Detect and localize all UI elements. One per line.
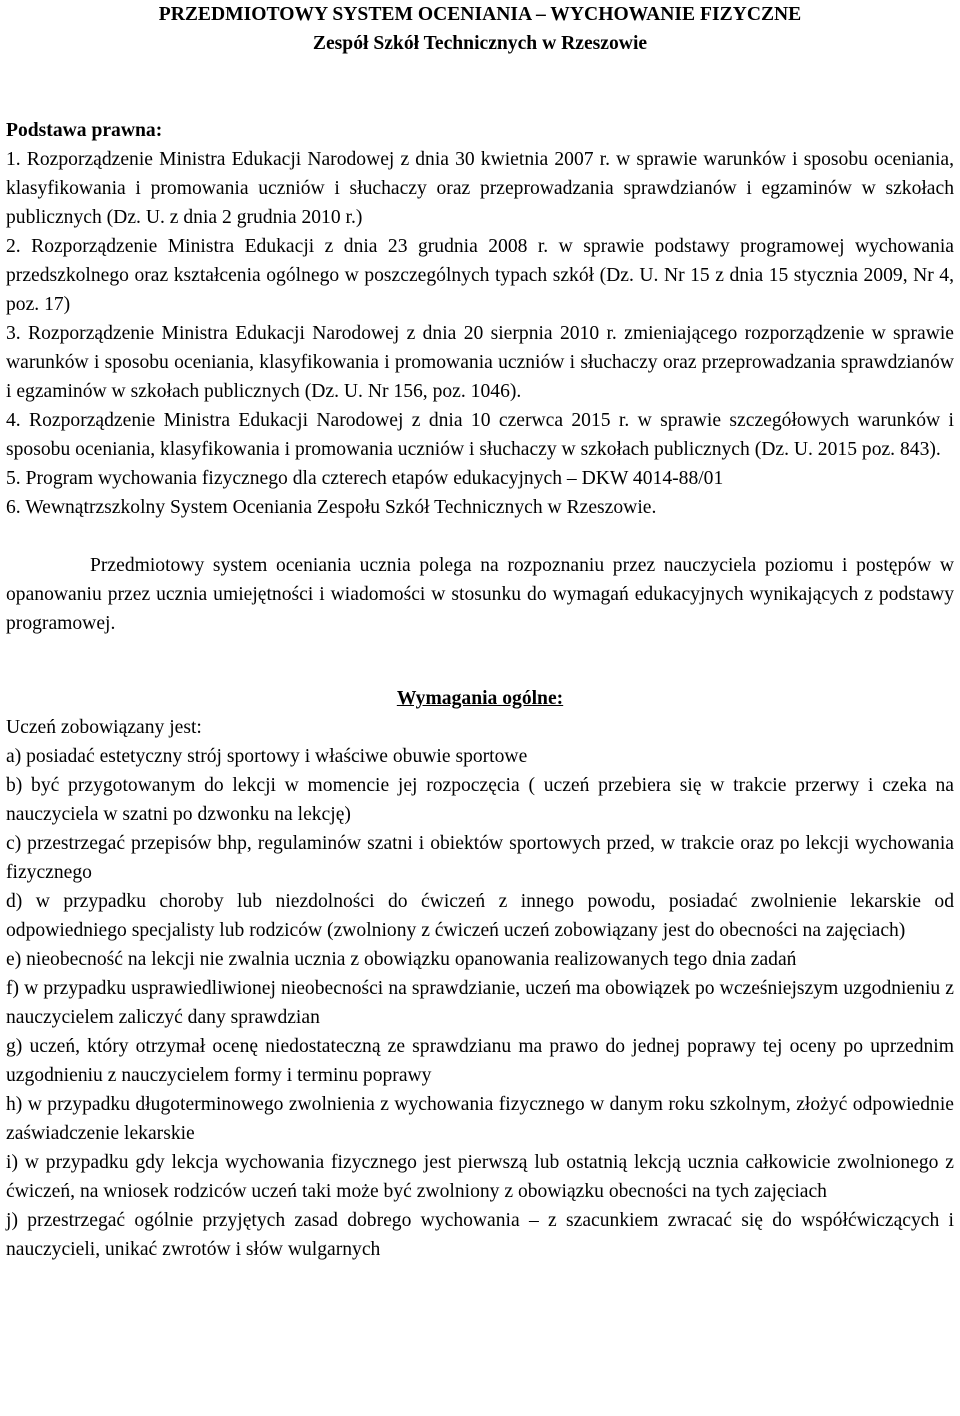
legal-basis-heading: Podstawa prawna:: [6, 120, 163, 141]
intro-paragraph: Przedmiotowy system oceniania ucznia polega na rozpoznaniu przez nauczyciela poziomu i postępów w opanowaniu przez ucznia umiejętności i wiadomości w stosunku do wymagań edukacyjnych wynikających z podstawy programowej.: [6, 555, 954, 634]
legal-basis-item: 6. Wewnątrzszkolny System Oceniania Zespołu Szkół Technicznych w Rzeszowie.: [6, 497, 657, 518]
requirement-item: i) w przypadku gdy lekcja wychowania fizycznego jest pierwszą lub ostatnią lekcją ucznia całkowicie zwolnionego z ćwiczeń, na wniosek rodziców uczeń taki może być zwolniony z obowiązku obecności na tych zajęciach: [6, 1152, 954, 1202]
document-page: [6, 0, 954, 1264]
school-name: Zespół Szkół Technicznych w Rzeszowie: [312, 33, 648, 54]
legal-basis-item: 4. Rozporządzenie Ministra Edukacji Narodowej z dnia 10 czerwca 2015 r. w sprawie szczegółowych warunków i sposobu oceniania, klasyfikowania i promowania uczniów i słuchaczy w szkołach publicznych (Dz. U. 2015 poz. 843).: [6, 410, 954, 460]
document-title: PRZEDMIOTOWY SYSTEM OCENIANIA – WYCHOWANIE FIZYCZNE: [158, 4, 802, 25]
requirement-item: e) nieobecność na lekcji nie zwalnia ucznia z obowiązku opanowania realizowanych tego dnia zadań: [6, 949, 797, 970]
requirement-item: j) przestrzegać ogólnie przyjętych zasad dobrego wychowania – z szacunkiem zwracać się do współćwiczących i nauczycieli, unikać zwrotów i słów wulgarnych: [6, 1210, 954, 1260]
requirement-item: d) w przypadku choroby lub niezdolności do ćwiczeń z innego powodu, posiadać zwolnienie lekarskie od odpowiedniego specjalisty lub rodziców (zwolniony z ćwiczeń uczeń zobowiązany jest do obecności na zajęciach): [6, 891, 954, 941]
requirement-item: c) przestrzegać przepisów bhp, regulaminów szatni i obiektów sportowych przed, w trakcie oraz po lekcji wychowania fizycznego: [6, 833, 954, 883]
requirement-item: f) w przypadku usprawiedliwionej nieobecności na sprawdzianie, uczeń ma obowiązek po wcześniejszym uzgodnieniu z nauczycielem zaliczyć dany sprawdzian: [6, 978, 954, 1028]
requirements-lead: Uczeń zobowiązany jest:: [6, 717, 202, 738]
legal-basis-item: 1. Rozporządzenie Ministra Edukacji Narodowej z dnia 30 kwietnia 2007 r. w sprawie warunków i sposobu oceniania, klasyfikowania i promowania uczniów i słuchaczy oraz przeprowadzania sprawdzianów i egzaminów w szkołach publicznych (Dz. U. z dnia 2 grudnia 2010 r.): [6, 149, 954, 228]
requirement-item: h) w przypadku długoterminowego zwolnienia z wychowania fizycznego w danym roku szkolnym, złożyć odpowiednie zaświadczenie lekarskie: [6, 1094, 954, 1144]
requirement-item: b) być przygotowanym do lekcji w momencie jej rozpoczęcia ( uczeń przebiera się w trakcie przerwy i czeka na nauczyciela w szatni po dzwonku na lekcję): [6, 775, 954, 825]
legal-basis-item: 5. Program wychowania fizycznego dla czterech etapów edukacyjnych – DKW 4014-88/01: [6, 468, 724, 489]
legal-basis-list: [6, 145, 954, 522]
requirement-item: g) uczeń, który otrzymał ocenę niedostateczną ze sprawdzianu ma prawo do jednej poprawy tej oceny po uprzednim uzgodnieniu z nauczycielem formy i terminu poprawy: [6, 1036, 954, 1086]
legal-basis-item: 2. Rozporządzenie Ministra Edukacji z dnia 23 grudnia 2008 r. w sprawie podstawy programowej wychowania przedszkolnego oraz kształcenia ogólnego w poszczególnych typach szkół (Dz. U. Nr 15 z dnia 15 stycznia 2009, Nr 4, poz. 17): [6, 236, 954, 315]
legal-basis-item: 3. Rozporządzenie Ministra Edukacji Narodowej z dnia 20 sierpnia 2010 r. zmieniającego rozporządzenie w sprawie warunków i sposobu oceniania, klasyfikowania i promowania uczniów i słuchaczy oraz przeprowadzania sprawdzianów i egzaminów w szkołach publicznych (Dz. U. Nr 156, poz. 1046).: [6, 323, 954, 402]
requirement-item: a) posiadać estetyczny strój sportowy i właściwe obuwie sportowe: [6, 746, 528, 767]
requirements-heading: Wymagania ogólne:: [396, 688, 564, 709]
requirements-list: [6, 742, 954, 1264]
document-header: [6, 0, 954, 58]
